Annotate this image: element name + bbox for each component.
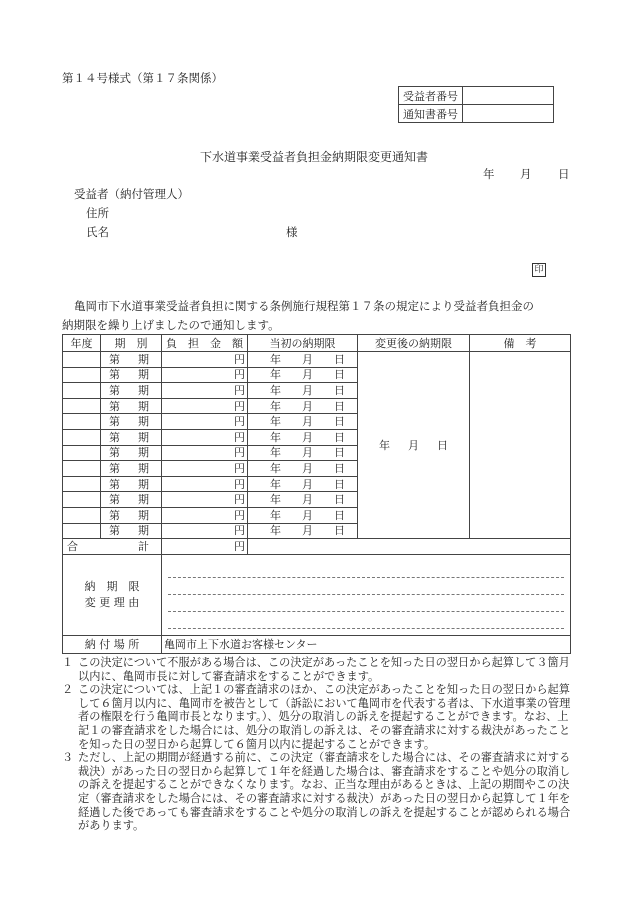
fiscal-year-cell[interactable] — [63, 476, 101, 492]
due-month: 月 — [302, 352, 313, 366]
period-cell[interactable] — [101, 429, 162, 445]
payment-place-row — [63, 635, 571, 653]
due-month: 月 — [302, 368, 313, 382]
due-year: 年 — [270, 477, 281, 491]
fiscal-year-cell[interactable] — [63, 507, 101, 523]
honorific: 様 — [286, 225, 298, 239]
amount-cell[interactable] — [162, 523, 248, 539]
due-year: 年 — [270, 524, 281, 538]
note-text: ただし、上記の期間が経過する前に、この決定（審査請求をした場合には、その審査請求に対する裁決）があった日の翌日から起算して１年を経過した場合は、審査請求をすることや処分の取消しの訴えを提起することができなくなります。なお、正当な理由があるときは、上記の期間やこの決定（審査請求をした場合には、その審査請求に対する裁決）があった日の翌日から起算して１年を経過した後であっても審査請求をすることや処分の取消しの訴えを提起することが認められる場合があります。 — [78, 751, 571, 833]
period-prefix: 第 — [109, 352, 120, 366]
reason-line — [168, 595, 564, 612]
notice-number-value[interactable] — [463, 105, 554, 123]
original-due-date-cell[interactable] — [248, 492, 358, 508]
amount-cell[interactable] — [162, 492, 248, 508]
period-cell[interactable] — [101, 383, 162, 399]
due-day: 日 — [334, 368, 345, 382]
fiscal-year-cell[interactable] — [63, 523, 101, 539]
period-prefix: 第 — [109, 383, 120, 397]
due-year: 年 — [270, 446, 281, 460]
period-cell[interactable] — [101, 507, 162, 523]
due-month: 月 — [302, 399, 313, 413]
changed-month: 月 — [408, 438, 419, 452]
period-suffix: 期 — [138, 477, 149, 491]
due-year: 年 — [270, 430, 281, 444]
amount-unit: 円 — [234, 477, 245, 491]
changed-due-date-cell[interactable] — [358, 352, 470, 539]
amount-unit: 円 — [234, 524, 245, 538]
form-number: 第１４号様式（第１７条関係） — [62, 71, 223, 85]
period-cell[interactable] — [101, 476, 162, 492]
header-fiscal-year: 年度 — [63, 335, 101, 352]
period-prefix: 第 — [109, 430, 120, 444]
period-prefix: 第 — [109, 399, 120, 413]
amount-cell[interactable] — [162, 367, 248, 383]
period-cell[interactable] — [101, 352, 162, 368]
amount-unit: 円 — [234, 415, 245, 429]
amount-cell[interactable] — [162, 507, 248, 523]
period-suffix: 期 — [138, 430, 149, 444]
payment-place-value: 亀岡市上下水道お客様センター — [162, 635, 571, 653]
note-number: ２ — [62, 683, 74, 697]
due-year: 年 — [270, 508, 281, 522]
period-prefix: 第 — [109, 477, 120, 491]
note-item — [62, 751, 574, 833]
original-due-date-cell[interactable] — [248, 445, 358, 461]
period-suffix: 期 — [138, 352, 149, 366]
fiscal-year-cell[interactable] — [63, 461, 101, 477]
period-cell[interactable] — [101, 523, 162, 539]
total-label-left: 合 — [67, 539, 78, 553]
document-title: 下水道事業受益者負担金納期限変更通知書 — [200, 150, 429, 164]
reason-line — [168, 578, 564, 595]
due-month: 月 — [302, 446, 313, 460]
period-cell[interactable] — [101, 445, 162, 461]
due-year: 年 — [270, 493, 281, 507]
note-text: この決定について不服がある場合は、この決定があったことを知った日の翌日から起算して３箇月以内に、亀岡市長に対して審査請求をすることができます。 — [78, 656, 570, 683]
original-due-date-cell[interactable] — [248, 429, 358, 445]
fiscal-year-cell[interactable] — [63, 414, 101, 430]
period-prefix: 第 — [109, 524, 120, 538]
fiscal-year-cell[interactable] — [63, 352, 101, 368]
installment-table — [62, 334, 571, 654]
period-prefix: 第 — [109, 415, 120, 429]
seal-icon: 印 — [532, 263, 546, 277]
total-blank — [248, 539, 571, 555]
name-label: 氏名 — [86, 225, 109, 239]
recipient-number-value[interactable] — [463, 87, 554, 105]
reason-label — [63, 554, 162, 635]
due-day: 日 — [334, 477, 345, 491]
due-day: 日 — [334, 415, 345, 429]
reason-line — [168, 561, 564, 578]
amount-cell[interactable] — [162, 476, 248, 492]
period-prefix: 第 — [109, 368, 120, 382]
amount-unit: 円 — [234, 383, 245, 397]
header-remarks: 備 考 — [470, 335, 571, 352]
amount-cell[interactable] — [162, 398, 248, 414]
total-row — [63, 539, 571, 555]
amount-unit: 円 — [234, 461, 245, 475]
total-amount[interactable] — [162, 539, 248, 555]
amount-cell[interactable] — [162, 445, 248, 461]
note-item — [62, 683, 574, 751]
period-suffix: 期 — [138, 383, 149, 397]
period-suffix: 期 — [138, 368, 149, 382]
fiscal-year-cell[interactable] — [63, 445, 101, 461]
due-month: 月 — [302, 415, 313, 429]
amount-cell[interactable] — [162, 461, 248, 477]
period-suffix: 期 — [138, 508, 149, 522]
due-day: 日 — [334, 524, 345, 538]
reason-row — [63, 554, 571, 635]
period-prefix: 第 — [109, 508, 120, 522]
period-suffix: 期 — [138, 415, 149, 429]
period-suffix: 期 — [138, 461, 149, 475]
fiscal-year-cell[interactable] — [63, 398, 101, 414]
original-due-date-cell[interactable] — [248, 476, 358, 492]
period-cell[interactable] — [101, 414, 162, 430]
notice-number-label: 通知書番号 — [399, 105, 463, 123]
due-year: 年 — [270, 368, 281, 382]
original-due-date-cell[interactable] — [248, 414, 358, 430]
period-cell[interactable] — [101, 398, 162, 414]
period-cell[interactable] — [101, 492, 162, 508]
due-year: 年 — [270, 383, 281, 397]
amount-cell[interactable] — [162, 414, 248, 430]
body-text-line-2: 納期限を繰り上げましたので通知します。 — [62, 318, 280, 332]
reason-field[interactable] — [162, 554, 571, 635]
header-original-due-date: 当初の納期限 — [248, 335, 358, 352]
due-month: 月 — [302, 461, 313, 475]
changed-day: 日 — [437, 438, 448, 452]
amount-cell[interactable] — [162, 352, 248, 368]
due-day: 日 — [334, 352, 345, 366]
amount-unit: 円 — [234, 508, 245, 522]
original-due-date-cell[interactable] — [248, 352, 358, 368]
due-day: 日 — [334, 399, 345, 413]
due-day: 日 — [334, 461, 345, 475]
date-month: 月 — [520, 167, 532, 181]
due-day: 日 — [334, 446, 345, 460]
original-due-date-cell[interactable] — [248, 398, 358, 414]
due-day: 日 — [334, 493, 345, 507]
date-day: 日 — [558, 167, 570, 181]
amount-unit: 円 — [234, 368, 245, 382]
note-number: ３ — [62, 751, 74, 765]
table-row — [63, 352, 571, 368]
due-year: 年 — [270, 352, 281, 366]
due-year: 年 — [270, 461, 281, 475]
period-suffix: 期 — [138, 446, 149, 460]
amount-cell[interactable] — [162, 429, 248, 445]
header-changed-due-date: 変更後の納期限 — [358, 335, 470, 352]
fiscal-year-cell[interactable] — [63, 492, 101, 508]
due-month: 月 — [302, 508, 313, 522]
body-text-line-1: 亀岡市下水道事業受益者負担に関する条例施行規程第１７条の規定により受益者負担金の — [74, 299, 534, 313]
period-suffix: 期 — [138, 524, 149, 538]
installment-rows — [63, 352, 571, 539]
header-amount: 負 担 金 額 — [162, 335, 248, 352]
date-year: 年 — [483, 167, 495, 181]
header-period: 期 別 — [101, 335, 162, 352]
original-due-date-cell[interactable] — [248, 461, 358, 477]
amount-cell[interactable] — [162, 383, 248, 399]
due-year: 年 — [270, 399, 281, 413]
due-month: 月 — [302, 493, 313, 507]
recipient-number-table — [398, 86, 554, 123]
period-prefix: 第 — [109, 446, 120, 460]
total-label-right: 計 — [138, 539, 149, 553]
amount-unit: 円 — [234, 446, 245, 460]
note-item — [62, 656, 574, 683]
due-month: 月 — [302, 430, 313, 444]
period-cell[interactable] — [101, 367, 162, 383]
reason-label-line-1: 納 期 限 — [84, 579, 140, 593]
due-month: 月 — [302, 477, 313, 491]
amount-unit: 円 — [234, 399, 245, 413]
total-unit: 円 — [234, 539, 245, 553]
due-year: 年 — [270, 415, 281, 429]
period-cell[interactable] — [101, 461, 162, 477]
reason-line — [168, 612, 564, 629]
fiscal-year-cell[interactable] — [63, 367, 101, 383]
amount-unit: 円 — [234, 493, 245, 507]
changed-year: 年 — [379, 438, 390, 452]
original-due-date-cell[interactable] — [248, 523, 358, 539]
due-day: 日 — [334, 383, 345, 397]
original-due-date-cell[interactable] — [248, 507, 358, 523]
period-prefix: 第 — [109, 461, 120, 475]
amount-unit: 円 — [234, 352, 245, 366]
notice-row — [399, 105, 554, 123]
period-suffix: 期 — [138, 493, 149, 507]
due-month: 月 — [302, 524, 313, 538]
due-day: 日 — [334, 430, 345, 444]
period-suffix: 期 — [138, 399, 149, 413]
payment-place-label: 納 付 場 所 — [63, 635, 162, 653]
remarks-cell[interactable] — [470, 352, 571, 539]
amount-unit: 円 — [234, 430, 245, 444]
reason-label-line-2: 変 更 理 由 — [84, 595, 140, 609]
original-due-date-cell[interactable] — [248, 367, 358, 383]
original-due-date-cell[interactable] — [248, 383, 358, 399]
fiscal-year-cell[interactable] — [63, 429, 101, 445]
beneficiary-label: 受益者（納付管理人） — [74, 187, 189, 201]
notes — [62, 656, 574, 833]
note-number: １ — [62, 656, 74, 669]
fiscal-year-cell[interactable] — [63, 383, 101, 399]
note-text: この決定については、上記１の審査請求のほか、この決定があったことを知った日の翌日から起算して６箇月以内に、亀岡市を被告として（訴訟において亀岡市を代表する者は、下水道事業の管理者の権限を行う亀岡市長となります。）、処分の取消しの訴えを提起することができます。なお、上記１の審査請求をした場合には、処分の取消しの訴えは、その審査請求に対する裁決があったことを知った日の翌日から起算して６箇月以内に提起することができます。 — [78, 683, 571, 751]
period-prefix: 第 — [109, 493, 120, 507]
total-label — [63, 539, 162, 555]
recipient-row — [399, 87, 554, 105]
due-day: 日 — [334, 508, 345, 522]
recipient-number-label: 受益者番号 — [399, 87, 463, 105]
due-month: 月 — [302, 383, 313, 397]
table-header-row — [63, 335, 571, 352]
address-label: 住所 — [86, 206, 109, 220]
